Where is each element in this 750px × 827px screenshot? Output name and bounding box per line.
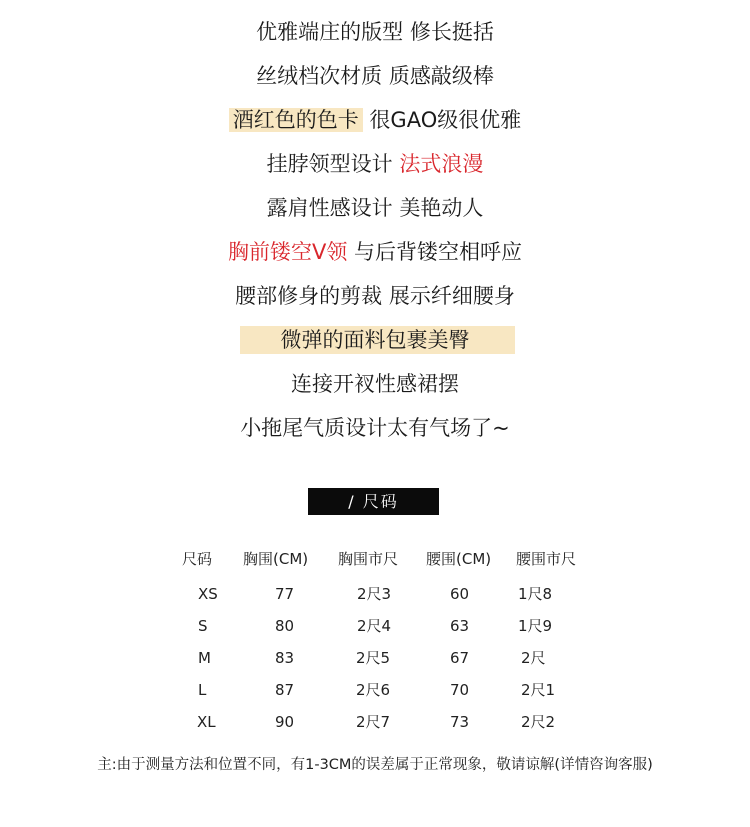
feature-text: 小拖尾气质设计太有气场了~ [240, 416, 510, 440]
table-cell: 60 [450, 585, 470, 603]
table-cell: L [198, 681, 207, 699]
feature-text: 与后背镂空相呼应 [347, 240, 523, 264]
table-cell: 77 [275, 585, 295, 603]
table-header: 腰围(CM) [426, 550, 492, 568]
table-cell: 83 [275, 649, 295, 667]
feature-text: 美艳动人 [392, 196, 484, 220]
table-cell: 67 [450, 649, 470, 667]
feature-text: 连接开衩性感裙摆 [291, 372, 459, 396]
feature-text: 很GAO级很优雅 [362, 108, 522, 132]
feature-text: 展示纤细腰身 [382, 284, 515, 308]
feature-text: 优雅端庄的版型 [256, 20, 404, 44]
table-cell: 1尺9 [518, 617, 553, 635]
feature-line-10 [0, 413, 750, 443]
table-cell: XL [197, 713, 216, 731]
table-cell: 2尺 [521, 649, 546, 667]
measurement-note: 主:由于测量方法和位置不同，有1-3CM的误差属于正常现象，敬请谅解(详情咨询客服) [97, 757, 653, 773]
feature-text: 腰部修身的剪裁 [235, 284, 383, 308]
table-cell: 2尺1 [521, 681, 556, 699]
feature-text: 修长挺括 [403, 20, 494, 44]
feature-accent-text: 胸前镂空V领 [227, 240, 348, 264]
feature-line-4 [0, 149, 750, 179]
table-cell: 2尺5 [356, 649, 391, 667]
table-header: 胸围市尺 [338, 550, 399, 568]
table-cell: 90 [275, 713, 295, 731]
feature-text: 质感敲级棒 [382, 64, 494, 88]
table-header: 腰围市尺 [516, 550, 577, 568]
feature-line-5 [0, 193, 750, 223]
size-section-title: / 尺码 [308, 488, 439, 515]
feature-line-1 [0, 17, 750, 47]
feature-line-7 [0, 281, 750, 311]
table-cell: S [198, 617, 208, 635]
feature-text: 微弹的面料包裹美臀 [280, 328, 470, 352]
feature-line-9 [0, 369, 750, 399]
table-cell: 1尺8 [518, 585, 553, 603]
feature-line-8 [0, 325, 750, 355]
table-cell: XS [198, 585, 218, 603]
table-cell: 2尺3 [357, 585, 392, 603]
table-cell: 63 [450, 617, 470, 635]
feature-line-3 [0, 105, 750, 135]
table-cell: 2尺6 [356, 681, 391, 699]
table-cell: 2尺4 [357, 617, 392, 635]
table-cell: 70 [450, 681, 470, 699]
table-cell: 87 [275, 681, 295, 699]
table-header: 胸围(CM) [243, 550, 309, 568]
table-cell: 2尺7 [356, 713, 391, 731]
feature-accent-text: 法式浪漫 [392, 152, 484, 176]
feature-text: 露肩性感设计 [266, 196, 393, 220]
feature-line-6 [0, 237, 750, 267]
table-cell: M [198, 649, 211, 667]
feature-text: 丝绒档次材质 [256, 64, 383, 88]
table-cell: 73 [450, 713, 470, 731]
feature-text: 挂脖领型设计 [266, 152, 393, 176]
table-cell: 2尺2 [521, 713, 556, 731]
table-header: 尺码 [182, 550, 213, 568]
feature-highlight: 酒红色的色卡 [229, 108, 363, 132]
table-cell: 80 [275, 617, 295, 635]
feature-line-2 [0, 61, 750, 91]
